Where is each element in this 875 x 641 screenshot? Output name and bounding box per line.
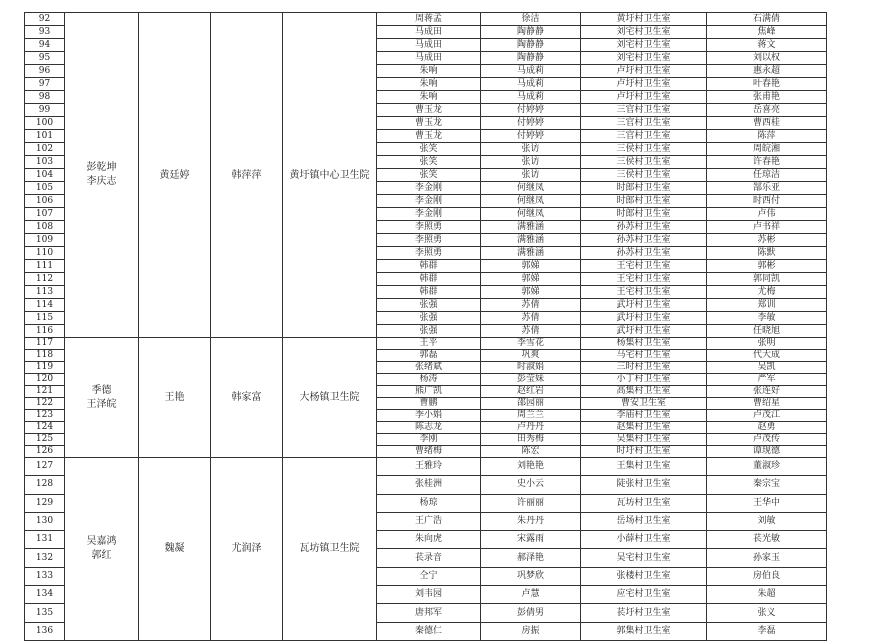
staff-assignment-table: [24, 12, 827, 641]
villager-cell: 董淑珍: [707, 458, 827, 476]
table-row: [25, 338, 827, 350]
assistant-cell: 徐洁: [481, 13, 581, 26]
clinic-cell: 曹安卫生室: [581, 398, 707, 410]
villager-cell: 周皖湘: [707, 143, 827, 156]
supervisor-cell: 彭乾坤 李庆志: [65, 13, 139, 338]
villager-cell: 郑训: [707, 299, 827, 312]
row-number-cell: 104: [25, 169, 65, 182]
villager-cell: 吴凯: [707, 362, 827, 374]
row-number-cell: 121: [25, 386, 65, 398]
hospital-cell: 大杨镇卫生院: [283, 338, 377, 458]
row-number-cell: 101: [25, 130, 65, 143]
assistant-cell: 巩梦欣: [481, 567, 581, 585]
clinic-cell: 高集村卫生室: [581, 386, 707, 398]
row-number-cell: 98: [25, 91, 65, 104]
clinic-cell: 黄圩村卫生室: [581, 13, 707, 26]
row-number-cell: 119: [25, 362, 65, 374]
doctor-cell: 曹鹏: [377, 398, 481, 410]
villager-cell: 卢茂江: [707, 410, 827, 422]
supervisor-cell: 吴嘉鸿 郭红: [65, 458, 139, 641]
row-number-cell: 97: [25, 78, 65, 91]
assistant-cell: 马成莉: [481, 91, 581, 104]
assistant-cell: 满雅涵: [481, 221, 581, 234]
doctor-cell: 张笑: [377, 156, 481, 169]
assistant-cell: 郭娣: [481, 286, 581, 299]
assistant-cell: 付婷婷: [481, 130, 581, 143]
villager-cell: 陈萍: [707, 130, 827, 143]
clinic-cell: 赵集村卫生室: [581, 422, 707, 434]
assistant-cell: 付婷婷: [481, 104, 581, 117]
director-cell: 魏凝: [139, 458, 211, 641]
villager-cell: 卢书祥: [707, 221, 827, 234]
doctor-cell: 曹玉龙: [377, 117, 481, 130]
assistant-cell: 朱丹丹: [481, 512, 581, 530]
villager-cell: 苏彬: [707, 234, 827, 247]
villager-cell: 谭现德: [707, 446, 827, 458]
villager-cell: 张义: [707, 604, 827, 622]
assistant-cell: 何继凤: [481, 195, 581, 208]
doctor-cell: 朱向虎: [377, 531, 481, 549]
clinic-cell: 刘宅村卫生室: [581, 26, 707, 39]
clinic-cell: 卢圩村卫生室: [581, 78, 707, 91]
doctor-cell: 李金刚: [377, 182, 481, 195]
row-number-cell: 132: [25, 549, 65, 567]
row-number-cell: 114: [25, 299, 65, 312]
villager-cell: 苌光敏: [707, 531, 827, 549]
doctor-cell: 李金刚: [377, 195, 481, 208]
assistant-cell: 赵红岩: [481, 386, 581, 398]
villager-cell: 陈默: [707, 247, 827, 260]
contact-cell: 韩家富: [211, 338, 283, 458]
assistant-cell: 卢慧: [481, 586, 581, 604]
doctor-cell: 马成田: [377, 26, 481, 39]
villager-cell: 卢茂传: [707, 434, 827, 446]
assistant-cell: 马成莉: [481, 78, 581, 91]
villager-cell: 焦峰: [707, 26, 827, 39]
row-number-cell: 100: [25, 117, 65, 130]
doctor-cell: 秦德仁: [377, 622, 481, 640]
row-number-cell: 135: [25, 604, 65, 622]
clinic-cell: 郭集村卫生室: [581, 622, 707, 640]
assistant-cell: 卢丹丹: [481, 422, 581, 434]
row-number-cell: 116: [25, 325, 65, 338]
assistant-cell: 田秀梅: [481, 434, 581, 446]
doctor-cell: 曹绪梅: [377, 446, 481, 458]
doctor-cell: 韩群: [377, 273, 481, 286]
clinic-cell: 时郎村卫生室: [581, 195, 707, 208]
row-number-cell: 123: [25, 410, 65, 422]
doctor-cell: 张强: [377, 325, 481, 338]
villager-cell: 尤梅: [707, 286, 827, 299]
row-number-cell: 125: [25, 434, 65, 446]
assistant-cell: 彭莹妹: [481, 374, 581, 386]
row-number-cell: 108: [25, 221, 65, 234]
clinic-cell: 李庙村卫生室: [581, 410, 707, 422]
assistant-cell: 陶静静: [481, 52, 581, 65]
assistant-cell: 李雪花: [481, 338, 581, 350]
row-number-cell: 112: [25, 273, 65, 286]
hospital-cell: 黄圩镇中心卫生院: [283, 13, 377, 338]
doctor-cell: 张笑: [377, 143, 481, 156]
row-number-cell: 95: [25, 52, 65, 65]
clinic-cell: 三侯村卫生室: [581, 156, 707, 169]
assistant-cell: 张访: [481, 156, 581, 169]
clinic-cell: 张楼村卫生室: [581, 567, 707, 585]
doctor-cell: 郭磊: [377, 350, 481, 362]
clinic-cell: 王宅村卫生室: [581, 286, 707, 299]
row-number-cell: 102: [25, 143, 65, 156]
clinic-cell: 瓦坊村卫生室: [581, 494, 707, 512]
villager-cell: 石满倩: [707, 13, 827, 26]
assistant-cell: 刘艳艳: [481, 458, 581, 476]
doctor-cell: 陈志龙: [377, 422, 481, 434]
row-number-cell: 115: [25, 312, 65, 325]
assistant-cell: 宋露雨: [481, 531, 581, 549]
clinic-cell: 陡张村卫生室: [581, 476, 707, 494]
row-number-cell: 94: [25, 39, 65, 52]
clinic-cell: 岳场村卫生室: [581, 512, 707, 530]
villager-cell: 王华中: [707, 494, 827, 512]
villager-cell: 赵勇: [707, 422, 827, 434]
assistant-cell: 何继凤: [481, 208, 581, 221]
clinic-cell: 武圩村卫生室: [581, 312, 707, 325]
assistant-cell: 陶静静: [481, 26, 581, 39]
assistant-cell: 张访: [481, 143, 581, 156]
villager-cell: 郭同凯: [707, 273, 827, 286]
clinic-cell: 三侯村卫生室: [581, 143, 707, 156]
doctor-cell: 朱响: [377, 78, 481, 91]
clinic-cell: 三时村卫生室: [581, 362, 707, 374]
doctor-cell: 朱响: [377, 65, 481, 78]
row-number-cell: 120: [25, 374, 65, 386]
assistant-cell: 苏倩: [481, 325, 581, 338]
villager-cell: 代大成: [707, 350, 827, 362]
row-number-cell: 129: [25, 494, 65, 512]
clinic-cell: 孙苏村卫生室: [581, 221, 707, 234]
doctor-cell: 苌录音: [377, 549, 481, 567]
doctor-cell: 李照勇: [377, 234, 481, 247]
director-cell: 黄廷婷: [139, 13, 211, 338]
doctor-cell: 李照勇: [377, 247, 481, 260]
doctor-cell: 杨琼: [377, 494, 481, 512]
doctor-cell: 曹玉龙: [377, 104, 481, 117]
doctor-cell: 王平: [377, 338, 481, 350]
assistant-cell: 彭倩男: [481, 604, 581, 622]
clinic-cell: 王集村卫生室: [581, 458, 707, 476]
assistant-cell: 邵园丽: [481, 398, 581, 410]
doctor-cell: 熊广凯: [377, 386, 481, 398]
doctor-cell: 唐邦军: [377, 604, 481, 622]
assistant-cell: 满雅涵: [481, 234, 581, 247]
doctor-cell: 朱响: [377, 91, 481, 104]
assistant-cell: 苏倩: [481, 312, 581, 325]
villager-cell: 张甫艳: [707, 91, 827, 104]
row-number-cell: 133: [25, 567, 65, 585]
clinic-cell: 吴集村卫生室: [581, 434, 707, 446]
villager-cell: 卢伟: [707, 208, 827, 221]
row-number-cell: 99: [25, 104, 65, 117]
row-number-cell: 103: [25, 156, 65, 169]
villager-cell: 秦宗宝: [707, 476, 827, 494]
doctor-cell: 韩群: [377, 260, 481, 273]
clinic-cell: 小丁村卫生室: [581, 374, 707, 386]
clinic-cell: 时圩村卫生室: [581, 446, 707, 458]
assistant-cell: 满雅涵: [481, 247, 581, 260]
villager-cell: 张连好: [707, 386, 827, 398]
supervisor-cell: 季德 王泽皖: [65, 338, 139, 458]
assistant-cell: 郭娣: [481, 260, 581, 273]
row-number-cell: 126: [25, 446, 65, 458]
assistant-cell: 苏倩: [481, 299, 581, 312]
doctor-cell: 刘韦园: [377, 586, 481, 604]
doctor-cell: 韩群: [377, 286, 481, 299]
villager-cell: 郭彬: [707, 260, 827, 273]
row-number-cell: 110: [25, 247, 65, 260]
doctor-cell: 曹玉龙: [377, 130, 481, 143]
clinic-cell: 三官村卫生室: [581, 117, 707, 130]
assistant-cell: 周兰兰: [481, 410, 581, 422]
villager-cell: 许春艳: [707, 156, 827, 169]
doctor-cell: 王雅玲: [377, 458, 481, 476]
villager-cell: 郜乐亚: [707, 182, 827, 195]
table-row: [25, 13, 827, 26]
doctor-cell: 马成田: [377, 52, 481, 65]
assistant-cell: 许丽丽: [481, 494, 581, 512]
row-number-cell: 92: [25, 13, 65, 26]
doctor-cell: 张强: [377, 299, 481, 312]
clinic-cell: 刘宅村卫生室: [581, 39, 707, 52]
villager-cell: 严军: [707, 374, 827, 386]
villager-cell: 刘敏: [707, 512, 827, 530]
villager-cell: 孙家玉: [707, 549, 827, 567]
doctor-cell: 张桂洲: [377, 476, 481, 494]
clinic-cell: 孙苏村卫生室: [581, 247, 707, 260]
clinic-cell: 三侯村卫生室: [581, 169, 707, 182]
clinic-cell: 三官村卫生室: [581, 104, 707, 117]
doctor-cell: 仝宁: [377, 567, 481, 585]
doctor-cell: 王广浩: [377, 512, 481, 530]
contact-cell: 韩萍萍: [211, 13, 283, 338]
villager-cell: 时西付: [707, 195, 827, 208]
doctor-cell: 张绪斌: [377, 362, 481, 374]
doctor-cell: 马成田: [377, 39, 481, 52]
doctor-cell: 张笑: [377, 169, 481, 182]
villager-cell: 蒋文: [707, 39, 827, 52]
clinic-cell: 马宅村卫生室: [581, 350, 707, 362]
row-number-cell: 131: [25, 531, 65, 549]
row-number-cell: 105: [25, 182, 65, 195]
assistant-cell: 房振: [481, 622, 581, 640]
villager-cell: 曹西桂: [707, 117, 827, 130]
row-number-cell: 96: [25, 65, 65, 78]
clinic-cell: 时郎村卫生室: [581, 208, 707, 221]
villager-cell: 李敏: [707, 312, 827, 325]
assistant-cell: 郝泽艳: [481, 549, 581, 567]
clinic-cell: 卢圩村卫生室: [581, 65, 707, 78]
row-number-cell: 122: [25, 398, 65, 410]
row-number-cell: 127: [25, 458, 65, 476]
clinic-cell: 王宅村卫生室: [581, 260, 707, 273]
doctor-cell: 周蒋孟: [377, 13, 481, 26]
villager-cell: 任晓旭: [707, 325, 827, 338]
assistant-cell: 付婷婷: [481, 117, 581, 130]
villager-cell: 房伯良: [707, 567, 827, 585]
villager-cell: 任琼洁: [707, 169, 827, 182]
row-number-cell: 107: [25, 208, 65, 221]
clinic-cell: 孙苏村卫生室: [581, 234, 707, 247]
clinic-cell: 武圩村卫生室: [581, 325, 707, 338]
villager-cell: 朱超: [707, 586, 827, 604]
villager-cell: 张明: [707, 338, 827, 350]
clinic-cell: 卢圩村卫生室: [581, 91, 707, 104]
villager-cell: 刘以权: [707, 52, 827, 65]
clinic-cell: 时郎村卫生室: [581, 182, 707, 195]
clinic-cell: 杨集村卫生室: [581, 338, 707, 350]
hospital-cell: 瓦坊镇卫生院: [283, 458, 377, 641]
clinic-cell: 王宅村卫生室: [581, 273, 707, 286]
assistant-cell: 张访: [481, 169, 581, 182]
villager-cell: 叶春艳: [707, 78, 827, 91]
row-number-cell: 128: [25, 476, 65, 494]
table-body: [25, 13, 827, 641]
contact-cell: 尤润泽: [211, 458, 283, 641]
row-number-cell: 136: [25, 622, 65, 640]
assistant-cell: 马成莉: [481, 65, 581, 78]
row-number-cell: 113: [25, 286, 65, 299]
row-number-cell: 93: [25, 26, 65, 39]
row-number-cell: 117: [25, 338, 65, 350]
clinic-cell: 三官村卫生室: [581, 130, 707, 143]
clinic-cell: 吴宅村卫生室: [581, 549, 707, 567]
villager-cell: 曹绍星: [707, 398, 827, 410]
assistant-cell: 何继凤: [481, 182, 581, 195]
director-cell: 王艳: [139, 338, 211, 458]
row-number-cell: 106: [25, 195, 65, 208]
clinic-cell: 武圩村卫生室: [581, 299, 707, 312]
row-number-cell: 111: [25, 260, 65, 273]
doctor-cell: 李金刚: [377, 208, 481, 221]
clinic-cell: 小薛村卫生室: [581, 531, 707, 549]
assistant-cell: 陶静静: [481, 39, 581, 52]
assistant-cell: 巩爽: [481, 350, 581, 362]
assistant-cell: 陈宏: [481, 446, 581, 458]
clinic-cell: 苌圩村卫生室: [581, 604, 707, 622]
doctor-cell: 李刚: [377, 434, 481, 446]
assistant-cell: 史小云: [481, 476, 581, 494]
assistant-cell: 郭娣: [481, 273, 581, 286]
row-number-cell: 130: [25, 512, 65, 530]
row-number-cell: 109: [25, 234, 65, 247]
row-number-cell: 124: [25, 422, 65, 434]
doctor-cell: 季小娟: [377, 410, 481, 422]
assistant-cell: 时淑娟: [481, 362, 581, 374]
villager-cell: 岳喜亮: [707, 104, 827, 117]
doctor-cell: 李照勇: [377, 221, 481, 234]
row-number-cell: 118: [25, 350, 65, 362]
clinic-cell: 刘宅村卫生室: [581, 52, 707, 65]
doctor-cell: 杨涛: [377, 374, 481, 386]
row-number-cell: 134: [25, 586, 65, 604]
villager-cell: 李磊: [707, 622, 827, 640]
table-row: [25, 458, 827, 476]
villager-cell: 惠永超: [707, 65, 827, 78]
clinic-cell: 应宅村卫生室: [581, 586, 707, 604]
doctor-cell: 张强: [377, 312, 481, 325]
